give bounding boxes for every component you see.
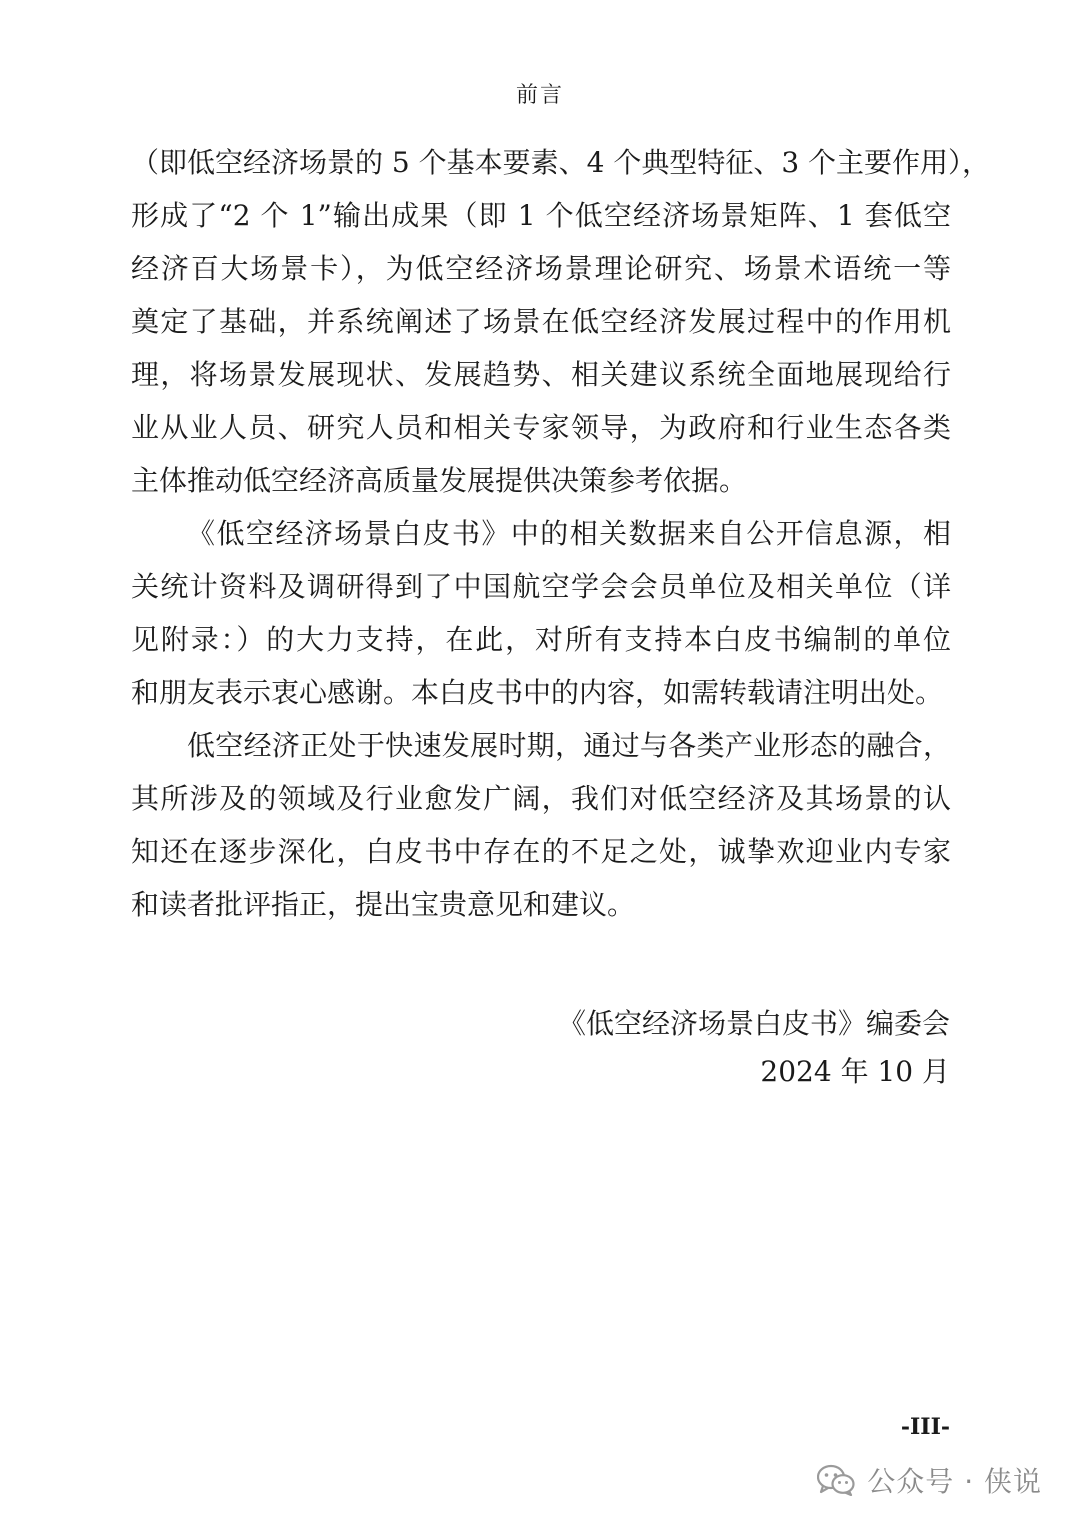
text-line: 《低空经济场景白皮书》中的相关数据来自公开信息源，相 — [187, 517, 951, 550]
text-line: （即低空经济场景的 5 个基本要素、4 个典型特征、3 个主要作用）， — [131, 146, 991, 179]
paragraph-2 — [131, 507, 951, 719]
signature-date: 2024 年 10 月 — [760, 1055, 950, 1088]
paragraph-3 — [131, 719, 951, 931]
preface-body — [131, 136, 991, 931]
text-line: 关统计资料及调研得到了中国航空学会会员单位及相关单位（详 — [131, 570, 951, 603]
text-line: 其所涉及的领域及行业愈发广阔，我们对低空经济及其场景的认 — [131, 782, 951, 815]
text-line: 理，将场景发展现状、发展趋势、相关建议系统全面地展现给行 — [131, 358, 951, 391]
text-line: 主体推动低空经济高质量发展提供决策参考依据。 — [131, 464, 748, 497]
text-line: 和读者批评指正，提出宝贵意见和建议。 — [131, 888, 636, 921]
signature-block — [558, 1000, 950, 1096]
text-line: 低空经济正处于快速发展时期，通过与各类产业形态的融合， — [187, 729, 951, 762]
page-number: -III- — [900, 1414, 950, 1440]
paragraph-1 — [131, 136, 991, 507]
signature-org: 《低空经济场景白皮书》编委会 — [557, 1007, 950, 1040]
text-line: 业从业人员、研究人员和相关专家领导，为政府和行业生态各类 — [131, 411, 951, 444]
text-line: 和朋友表示衷心感谢。本白皮书中的内容，如需转载请注明出处。 — [131, 676, 944, 709]
text-line: 见附录：）的大力支持，在此，对所有支持本白皮书编制的单位 — [131, 623, 951, 656]
text-line: 奠定了基础，并系统阐述了场景在低空经济发展过程中的作用机 — [131, 305, 951, 338]
text-line: 知还在逐步深化，白皮书中存在的不足之处，诚挚欢迎业内专家 — [131, 835, 951, 868]
text-line: 形成了“2 个 1”输出成果（即 1 个低空经济场景矩阵、1 套低空 — [131, 199, 951, 232]
running-header-title: 前言 — [515, 83, 564, 108]
wechat-icon — [817, 1464, 855, 1496]
text-line: 经济百大场景卡），为低空经济场景理论研究、场景术语统一等 — [131, 252, 951, 285]
watermark-text: 公众号 · 侠说 — [867, 1465, 1042, 1498]
wechat-watermark — [817, 1455, 1042, 1505]
